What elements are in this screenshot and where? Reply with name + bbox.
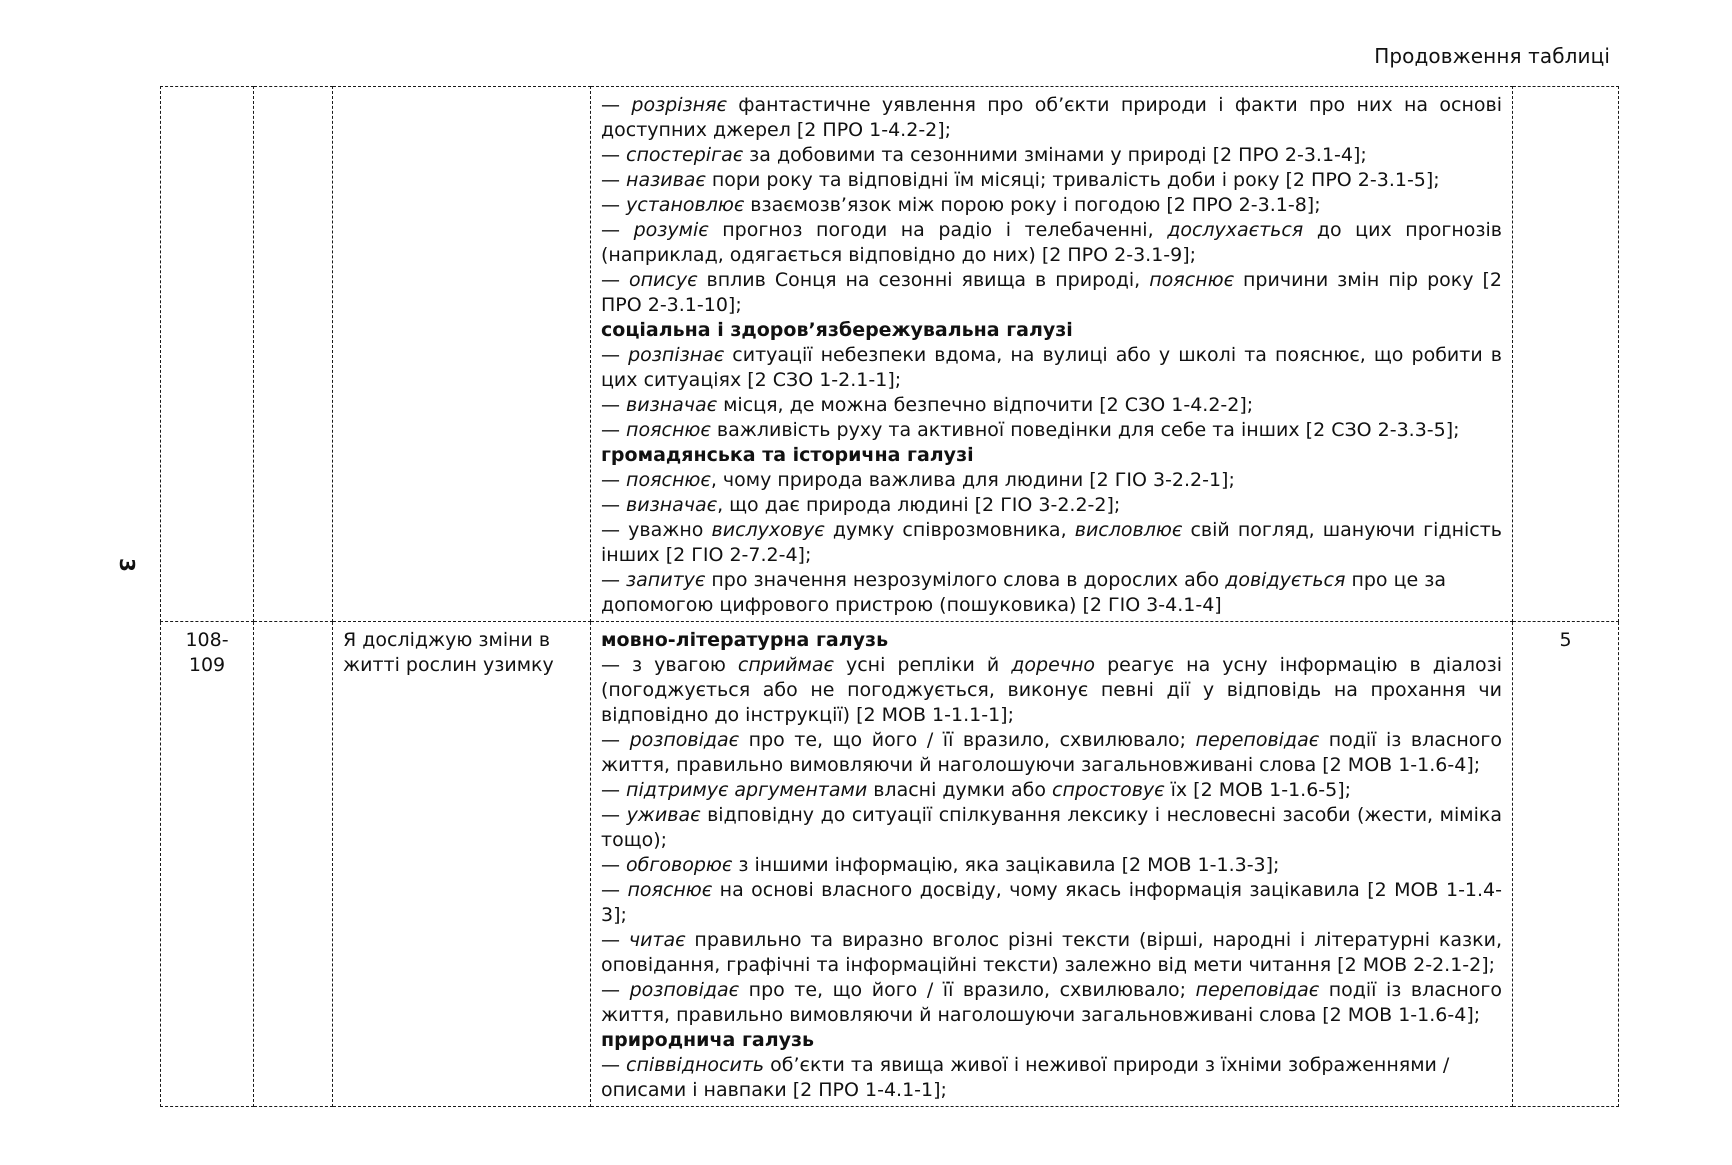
outcome-text: — з увагою	[601, 654, 738, 676]
outcome-item	[601, 393, 1502, 418]
outcome-text: —	[601, 779, 627, 801]
outcome-text: відповідну до ситуації спілкування лексику і несловесні засоби (жести, міміка тощо);	[601, 804, 1502, 851]
outcomes-cell	[591, 87, 1513, 622]
outcome-item	[601, 728, 1502, 778]
topic-cell	[333, 87, 591, 622]
outcome-text: важливість руху та активної поведінки для себе та інших [2 СЗО 2-3.3-5];	[710, 419, 1460, 441]
outcome-verb: визначає	[626, 494, 718, 516]
table-row	[161, 87, 1619, 622]
outcome-text: взаємозв’язок між порою року і погодою [2 ПРО 2-3.1-8];	[744, 194, 1321, 216]
outcome-verb: переповідає	[1195, 729, 1320, 751]
outcome-text: свій погляд, шануючи гідність інших [2 ГІО 2-7.2-4];	[601, 519, 1502, 566]
grade-cell	[1513, 87, 1619, 622]
outcome-text: —	[601, 804, 627, 826]
outcome-verb: визначає	[626, 394, 718, 416]
hours-cell	[254, 622, 333, 1107]
outcome-verb: пояснює	[626, 469, 711, 491]
outcome-item	[601, 1053, 1502, 1103]
outcome-text: пори року та відповідні їм місяці; тривалість доби і року [2 ПРО 2-3.1-5];	[705, 169, 1440, 191]
outcome-text: думку співрозмовника,	[824, 519, 1075, 541]
outcome-item	[601, 418, 1502, 443]
outcome-text: події із власного життя, правильно вимовляючи й наголошуючи загальновживані слова [2 МОВ 1-1.6-4];	[601, 979, 1502, 1026]
section-heading: соціальна і здоров’язбережувальна галузі	[601, 319, 1073, 341]
outcome-verb: розпізнає	[628, 344, 725, 366]
outcome-verb: доречно	[1011, 654, 1096, 676]
side-page-number: 3	[114, 558, 139, 572]
outcome-text: правильно та виразно вголос різні тексти (вірші, народні і літературні казки, оповідання, графічні та інформаційні тексти) залежно від мети читання [2 МОВ 2-2.1-2];	[601, 929, 1502, 976]
outcome-text: про те, що його / її вразило, схвилювало;	[739, 729, 1196, 751]
outcome-item	[601, 853, 1502, 878]
outcome-verb: уживає	[626, 804, 701, 826]
outcome-verb: дослухається	[1167, 219, 1304, 241]
outcome-item	[601, 978, 1502, 1028]
outcome-item	[601, 343, 1502, 393]
outcome-verb: пояснює	[626, 419, 711, 441]
outcome-verb: висловлює	[1074, 519, 1183, 541]
outcome-item	[601, 468, 1502, 493]
topic-cell: Я досліджую зміни в житті рослин узимку	[333, 622, 591, 1107]
outcome-text: , чому природа важлива для людини [2 ГІО 3-2.2-1];	[710, 469, 1235, 491]
outcome-verb: спростовує	[1052, 779, 1165, 801]
outcome-verb: установлює	[626, 194, 745, 216]
outcome-verb: пояснює	[627, 879, 713, 901]
continuation-label: Продовження таблиці	[1374, 44, 1610, 68]
outcome-text: причини змін пір року [2 ПРО 2-3.1-10];	[601, 269, 1502, 316]
outcome-text: —	[601, 854, 627, 876]
curriculum-table	[160, 86, 1619, 1107]
outcome-item	[601, 93, 1502, 143]
outcome-verb: називає	[626, 169, 706, 191]
outcome-verb: підтримує аргументами	[626, 779, 868, 801]
outcome-text: —	[601, 1054, 627, 1076]
outcome-text: — уважно	[601, 519, 712, 541]
outcome-text: прогноз погоди на радіо і телебаченні,	[708, 219, 1168, 241]
outcome-text: фантастичне уявлення про об’єкти природи і факти про них на основі доступних джерел [2 ПРО 1-4.2-2];	[601, 94, 1502, 141]
outcome-text: —	[601, 219, 634, 241]
outcome-verb: розрізняє	[631, 94, 727, 116]
outcome-item	[601, 218, 1502, 268]
outcome-text: на основі власного досвіду, чому якась інформація зацікавила [2 МОВ 1-1.4-3];	[601, 879, 1502, 926]
outcome-text: про те, що його / її вразило, схвилювало;	[739, 979, 1196, 1001]
table-row	[161, 622, 1619, 1107]
outcome-text: —	[601, 144, 627, 166]
outcome-text: —	[601, 729, 630, 751]
outcome-item	[601, 518, 1502, 568]
outcome-item	[601, 803, 1502, 853]
outcome-text: —	[601, 169, 627, 191]
outcome-text: —	[601, 94, 632, 116]
outcome-text: —	[601, 269, 629, 291]
outcome-text: ситуації небезпеки вдома, на вулиці або у школі та пояснює, що робити в цих ситуаціях [2 СЗО 1-2.1-1];	[601, 344, 1502, 391]
outcomes-cell	[591, 622, 1513, 1107]
outcome-item	[601, 268, 1502, 318]
outcome-text: —	[601, 879, 628, 901]
section-heading: мовно-літературна галузь	[601, 629, 889, 651]
outcome-text: з іншими інформацію, яка зацікавила [2 МОВ 1-1.3-3];	[732, 854, 1280, 876]
outcome-verb: довідується	[1225, 569, 1346, 591]
outcome-text: про це за допомогою цифрового пристрою (пошуковика) [2 ГІО 3-4.1-4]	[601, 569, 1447, 616]
outcome-text: —	[601, 494, 627, 516]
lesson-number-cell	[161, 87, 254, 622]
outcome-text: об’єкти та явища живої і неживої природи з їхніми зображеннями / описами і навпаки [2 ПРО 1-4.1-1];	[601, 1054, 1450, 1101]
outcome-verb: розповідає	[629, 979, 740, 1001]
outcome-text: події із власного життя, правильно вимовляючи й наголошуючи загальновживані слова [2 МОВ 1-1.6-4];	[601, 729, 1502, 776]
outcome-item	[601, 193, 1502, 218]
outcome-verb: пояснює	[1149, 269, 1235, 291]
outcome-verb: спостерігає	[626, 144, 744, 166]
outcome-item	[601, 653, 1502, 728]
outcome-item	[601, 778, 1502, 803]
outcome-text: усні репліки й	[833, 654, 1012, 676]
outcome-text: до цих прогнозів (наприклад, одягається відповідно до них) [2 ПРО 2-3.1-9];	[601, 219, 1502, 266]
section-heading: природнича галузь	[601, 1029, 815, 1051]
outcome-text: —	[601, 344, 629, 366]
outcome-item	[601, 143, 1502, 168]
outcome-verb: співвідносить	[626, 1054, 765, 1076]
outcome-text: —	[601, 394, 627, 416]
outcome-text: вплив Сонця на сезонні явища в природі,	[697, 269, 1150, 291]
outcome-verb: запитує	[626, 569, 706, 591]
outcome-item	[601, 493, 1502, 518]
outcome-verb: сприймає	[737, 654, 834, 676]
section-heading: громадянська та історична галузі	[601, 444, 974, 466]
outcome-item	[601, 568, 1502, 618]
outcome-item	[601, 168, 1502, 193]
outcome-verb: розуміє	[633, 219, 709, 241]
outcome-text: місця, де можна безпечно відпочити [2 СЗО 1-4.2-2];	[717, 394, 1254, 416]
outcome-text: —	[601, 569, 627, 591]
outcome-text: —	[601, 469, 627, 491]
outcome-verb: розповідає	[629, 729, 740, 751]
hours-cell	[254, 87, 333, 622]
outcome-item	[601, 928, 1502, 978]
outcome-verb: читає	[628, 929, 686, 951]
outcome-verb: обговорює	[626, 854, 733, 876]
outcome-verb: описує	[629, 269, 698, 291]
outcome-text: про значення незрозумілого слова в дорослих або	[705, 569, 1226, 591]
outcome-text: —	[601, 419, 627, 441]
outcome-verb: вислуховує	[711, 519, 825, 541]
outcome-text: їх [2 МОВ 1-1.6-5];	[1164, 779, 1352, 801]
lesson-number-cell: 108-109	[161, 622, 254, 1107]
outcome-verb: переповідає	[1195, 979, 1320, 1001]
grade-cell: 5	[1513, 622, 1619, 1107]
outcome-text: —	[601, 929, 629, 951]
outcome-text: власні думки або	[867, 779, 1053, 801]
outcome-text: реагує на усну інформацію в діалозі (погоджується або не погоджується, виконує певні дії у відповідь на прохання чи відповідно до інструкції) [2 МОВ 1-1.1-1];	[601, 654, 1502, 726]
outcome-item	[601, 878, 1502, 928]
outcome-text: —	[601, 979, 630, 1001]
outcome-text: —	[601, 194, 627, 216]
outcome-text: , що дає природа людині [2 ГІО 3-2.2-2];	[717, 494, 1121, 516]
outcome-text: за добовими та сезонними змінами у природі [2 ПРО 2-3.1-4];	[743, 144, 1367, 166]
